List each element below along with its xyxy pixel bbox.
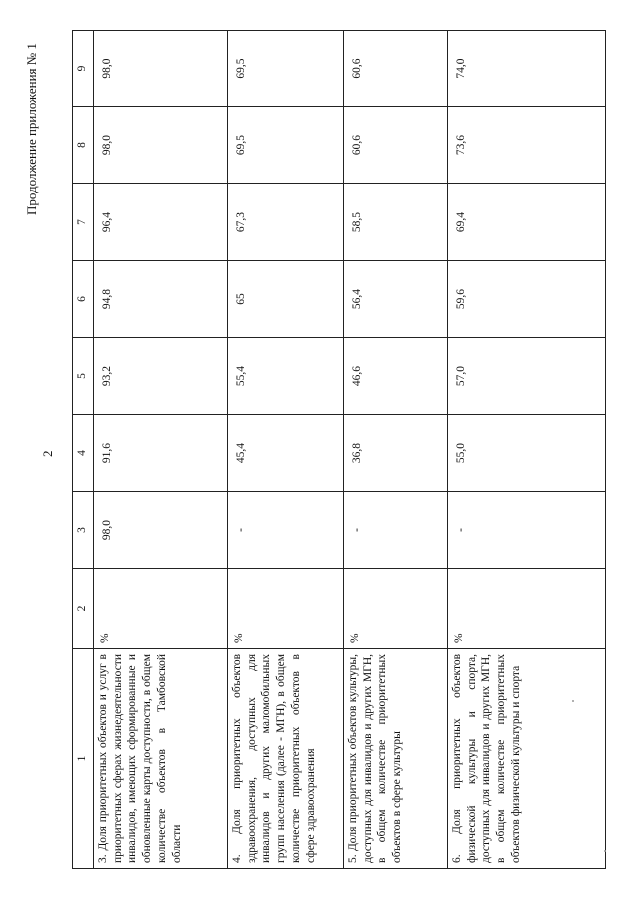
value-cell: - — [344, 492, 448, 569]
scan-speck — [604, 850, 606, 852]
header-cell: 3 — [73, 492, 94, 569]
value-cell: 98,0 — [94, 31, 228, 107]
indicator-description: 3. Доля приоритетных объектов и услуг в приоритетных сферах жизнедеятельности инвалидов, имеющих сформированные и обновленные карты доступности, в общем количестве объектов в Тамбовской области — [94, 649, 228, 869]
value-cell: 36,8 — [344, 415, 448, 492]
value-cell: 69,4 — [448, 184, 606, 261]
value-cell: 60,6 — [344, 107, 448, 184]
value-cell: 55,4 — [228, 338, 344, 415]
indicator-description: 6. Доля приоритетных объектов физической культуры и спорта, доступных для инвалидов и других МГН, в общем количестве приоритетных объектов физической культуры и спорта — [448, 649, 606, 869]
page-number: 2 — [40, 450, 55, 457]
value-cell: 46,6 — [344, 338, 448, 415]
value-cell: 69,5 — [228, 31, 344, 107]
value-cell: 93,2 — [94, 338, 228, 415]
value-cell: 73,6 — [448, 107, 606, 184]
value-cell: 55,0 — [448, 415, 606, 492]
unit-cell: % — [94, 569, 228, 649]
indicator-description: 5. Доля приоритетных объектов культуры, доступных для инвалидов и других МГН, в общем количестве приоритетных объектов в сфере культуры — [344, 649, 448, 869]
value-cell: 45,4 — [228, 415, 344, 492]
value-cell: 56,4 — [344, 261, 448, 338]
value-cell: 65 — [228, 261, 344, 338]
unit-cell: % — [228, 569, 344, 649]
header-cell: 7 — [73, 184, 94, 261]
header-cell: 5 — [73, 338, 94, 415]
value-cell: 69,5 — [228, 107, 344, 184]
value-cell: 59,6 — [448, 261, 606, 338]
table-row — [344, 31, 448, 869]
value-cell: 98,0 — [94, 107, 228, 184]
value-cell: 58,5 — [344, 184, 448, 261]
continuation-label: Продолжение приложения № 1 — [24, 43, 39, 215]
value-cell: 96,4 — [94, 184, 228, 261]
indicators-table — [72, 30, 606, 869]
value-cell: 60,6 — [344, 31, 448, 107]
table-row — [94, 31, 228, 869]
value-cell: 98,0 — [94, 492, 228, 569]
value-cell: - — [228, 492, 344, 569]
header-cell: 2 — [73, 569, 94, 649]
value-cell: 57,0 — [448, 338, 606, 415]
value-cell: 67,3 — [228, 184, 344, 261]
table-row — [228, 31, 344, 869]
header-cell: 9 — [73, 31, 94, 107]
value-cell: 91,6 — [94, 415, 228, 492]
unit-cell: % — [448, 569, 606, 649]
unit-cell: % — [344, 569, 448, 649]
value-cell: - — [448, 492, 606, 569]
header-cell: 1 — [73, 649, 94, 869]
value-cell: 74,0 — [448, 31, 606, 107]
header-cell: 4 — [73, 415, 94, 492]
table-header-row — [73, 31, 94, 869]
indicator-description: 4. Доля приоритетных объектов здравоохранения, доступных для инвалидов и других маломобильных групп населения (далее - МГН), в общем количестве приоритетных объектов в сфере здравоохранения — [228, 649, 344, 869]
table-row — [448, 31, 606, 869]
scan-speck — [572, 700, 574, 702]
header-cell: 6 — [73, 261, 94, 338]
value-cell: 94,8 — [94, 261, 228, 338]
header-cell: 8 — [73, 107, 94, 184]
